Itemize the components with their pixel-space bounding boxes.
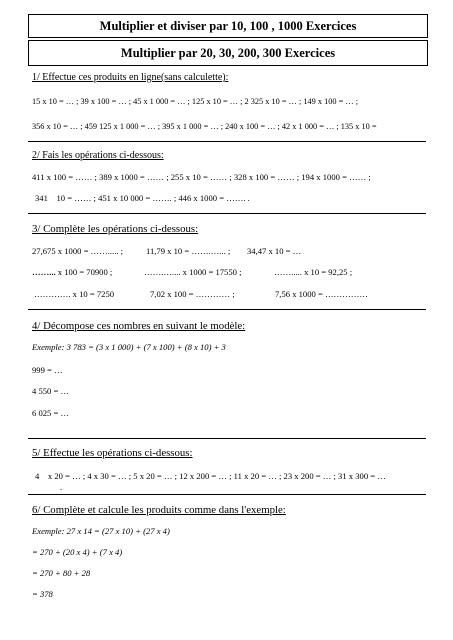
section-2-heading: 2/ Fais les opérations ci-dessous: <box>32 150 164 161</box>
section-3-heading: 3/ Complète les opérations ci-dessous: <box>32 223 199 235</box>
section-1-line-2: 356 x 10 = … ; 459 125 x 1 000 = … ; 395 x 1 000 = … ; 240 x 100 = … ; 42 x 1 000 = … ; 135 x 10 = <box>32 122 377 131</box>
section-2-line-2: 341 10 = …… ; 451 x 10 000 = ……. ; 446 x 1000 = ……. . <box>35 193 250 203</box>
divider <box>28 213 426 214</box>
title-box-2 <box>28 40 428 66</box>
page-title: Multiplier et diviser par 10, 100 , 1000 Exercices <box>99 19 357 33</box>
section-6-result: = 378 <box>32 589 53 599</box>
section-5-line-1: 4 x 20 = … ; 4 x 30 = … ; 5 x 20 = … ; 12 x 200 = … ; 11 x 20 = … ; 23 x 200 = … ; 31 x 300 = … <box>35 471 386 481</box>
page-subtitle: Multiplier par 20, 30, 200, 300 Exercices <box>120 46 336 60</box>
section-6-heading: 6/ Complète et calcule les produits comme dans l'exemple: <box>32 504 286 516</box>
section-2-line-1: 411 x 100 = …… ; 389 x 1000 = …… ; 255 x 10 = …… ; 328 x 100 = …… ; 194 x 1000 = …… ; <box>32 172 371 182</box>
section-1-line-1: 15 x 10 = … ; 39 x 100 = … ; 45 x 1 000 = … ; 125 x 10 = … ; 2 325 x 10 = … ; 149 x 100 = … ; <box>32 97 359 106</box>
section-3-r3c3: 7,56 x 1000 = …………… <box>275 289 368 299</box>
section-5-dot: . <box>60 482 63 492</box>
divider <box>28 438 426 439</box>
section-3-r2c1: ……... x 100 = 70900 ; <box>32 267 113 277</box>
section-3-r1c2: 11,79 x 10 = …….…... ; <box>146 246 231 256</box>
divider <box>28 141 426 142</box>
section-3-r3c2: 7,02 x 100 = ………… ; <box>150 289 235 299</box>
title-box-1 <box>28 14 428 38</box>
section-3-r2c2: …….….... x 1000 = 17550 ; <box>144 267 242 277</box>
section-3-r1c1: 27,675 x 1000 = ……..... ; <box>32 246 124 256</box>
section-3-r3c1: …………. x 10 = 7250 <box>34 289 115 299</box>
section-4-example: Exemple: 3 783 = (3 x 1 000) + (7 x 100) + (8 x 10) + 3 <box>32 342 226 352</box>
section-6-step-2: = 270 + 80 + 28 <box>32 568 91 578</box>
divider <box>28 309 426 310</box>
section-4-item-b: 4 550 = … <box>32 386 70 396</box>
section-6-example: Exemple: 27 x 14 = (27 x 10) + (27 x 4) <box>32 526 170 536</box>
section-4-item-c: 6 025 = … <box>32 408 70 418</box>
section-4-item-a: 999 = … <box>32 365 63 375</box>
section-1-heading: 1/ Effectue ces produits en ligne(sans calculette): <box>32 72 229 83</box>
section-6-step-1: = 270 + (20 x 4) + (7 x 4) <box>32 547 123 557</box>
section-3-r2c3: ……..... x 10 = 92,25 ; <box>274 267 353 277</box>
section-5-heading: 5/ Effectue les opérations ci-dessous: <box>32 447 193 459</box>
section-4-heading: 4/ Décompose ces nombres en suivant le modèle: <box>32 320 246 332</box>
section-3-r1c3: 34,47 x 10 = … <box>247 246 302 256</box>
divider <box>28 494 426 495</box>
